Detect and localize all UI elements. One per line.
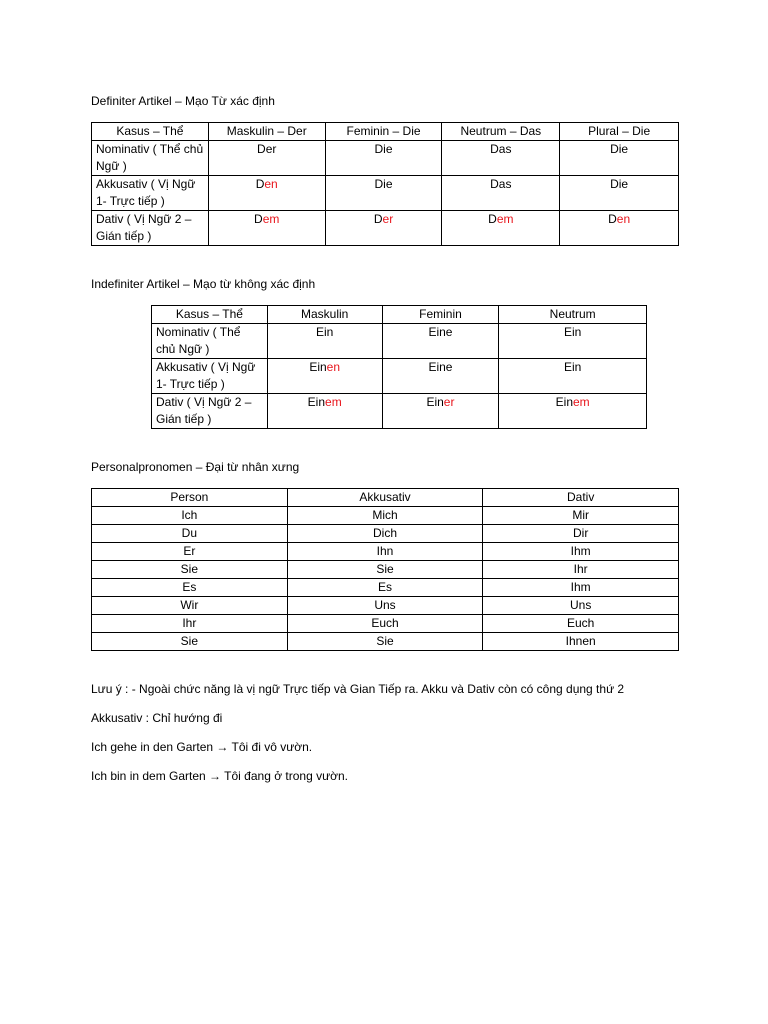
article-stem: Ein xyxy=(316,325,334,339)
table-header-row xyxy=(92,489,679,507)
table-row xyxy=(92,597,679,615)
table-header-row xyxy=(152,306,647,324)
article-stem: Ein xyxy=(563,360,582,374)
article-cell xyxy=(442,211,560,246)
article-cell xyxy=(499,394,647,429)
article-cell xyxy=(499,359,647,394)
article-cell xyxy=(442,176,560,211)
column-header: Maskulin xyxy=(267,306,382,324)
table-header-row xyxy=(92,123,679,141)
article-cell xyxy=(267,324,382,359)
article-cell xyxy=(560,211,679,246)
pronoun-cell: Sie xyxy=(92,561,288,579)
pronoun-cell: Sie xyxy=(92,633,288,651)
article-ending: em xyxy=(496,212,514,226)
table-row xyxy=(92,633,679,651)
personal-pronoun-heading: Personalpronomen – Đại từ nhân xưng xyxy=(91,460,300,474)
article-cell xyxy=(208,141,325,176)
pronoun-cell: Wir xyxy=(92,597,288,615)
column-header: Plural – Die xyxy=(560,123,679,141)
table-row xyxy=(152,324,647,359)
pronoun-cell: Ihm xyxy=(483,543,679,561)
column-header: Neutrum – Das xyxy=(442,123,560,141)
pronoun-cell: Ihr xyxy=(92,615,288,633)
case-cell: Dativ ( Vị Ngữ 2 – Gián tiếp ) xyxy=(152,394,268,429)
column-header: Maskulin – Der xyxy=(208,123,325,141)
table-row xyxy=(152,359,647,394)
indefinite-article-heading: Indefiniter Artikel – Mạo từ không xác định xyxy=(91,277,316,291)
table-row xyxy=(92,176,679,211)
table-row xyxy=(92,615,679,633)
pronoun-cell: Dir xyxy=(483,525,679,543)
pronoun-cell: Euch xyxy=(483,615,679,633)
article-stem: Ein xyxy=(309,360,327,374)
article-stem: Der xyxy=(257,142,277,156)
pronoun-cell: Mich xyxy=(287,507,483,525)
case-cell: Nominativ ( Thể chủ Ngữ ) xyxy=(92,141,209,176)
personal-pronoun-table xyxy=(91,488,679,651)
article-ending: em xyxy=(573,395,590,409)
article-stem: Ein xyxy=(563,325,582,339)
article-stem: Ein xyxy=(555,395,573,409)
pronoun-cell: Sie xyxy=(287,633,483,651)
article-ending: en xyxy=(264,177,278,191)
case-cell: Dativ ( Vị Ngữ 2 – Gián tiếp ) xyxy=(92,211,209,246)
pronoun-cell: Ich xyxy=(92,507,288,525)
article-ending: er xyxy=(382,212,394,226)
article-cell xyxy=(267,359,382,394)
pronoun-cell: Dich xyxy=(287,525,483,543)
article-ending: em xyxy=(262,212,280,226)
pronoun-cell: Uns xyxy=(483,597,679,615)
article-ending: em xyxy=(325,395,342,409)
article-stem: Die xyxy=(610,177,629,191)
article-ending: en xyxy=(326,360,341,374)
article-stem: D xyxy=(488,212,497,226)
pronoun-cell: Ihr xyxy=(483,561,679,579)
note-line: Ich bin in dem Garten → Tôi đang ở trong vườn. xyxy=(91,769,349,783)
article-cell xyxy=(560,176,679,211)
pronoun-cell: Ihm xyxy=(483,579,679,597)
article-stem: Eine xyxy=(428,325,453,339)
article-cell xyxy=(325,176,442,211)
column-header: Feminin – Die xyxy=(325,123,442,141)
article-cell xyxy=(499,324,647,359)
table-row xyxy=(92,525,679,543)
article-ending: er xyxy=(443,395,455,409)
article-stem: Das xyxy=(490,177,512,191)
column-header: Neutrum xyxy=(499,306,647,324)
article-cell xyxy=(560,141,679,176)
table-row xyxy=(92,141,679,176)
note-line: Ich gehe in den Garten → Tôi đi vô vườn. xyxy=(91,740,313,754)
pronoun-cell: Ihnen xyxy=(483,633,679,651)
article-stem: Das xyxy=(490,142,512,156)
article-stem: D xyxy=(608,212,617,226)
article-stem: Eine xyxy=(428,360,453,374)
column-header: Akkusativ xyxy=(287,489,483,507)
pronoun-cell: Uns xyxy=(287,597,483,615)
pronoun-cell: Euch xyxy=(287,615,483,633)
definite-article-heading: Definiter Artikel – Mạo Từ xác định xyxy=(91,94,275,108)
pronoun-cell: Mir xyxy=(483,507,679,525)
article-stem: Die xyxy=(610,142,629,156)
article-cell xyxy=(208,211,325,246)
pronoun-cell: Sie xyxy=(287,561,483,579)
column-header: Kasus – Thể xyxy=(152,306,268,324)
pronoun-cell: Er xyxy=(92,543,288,561)
pronoun-cell: Es xyxy=(287,579,483,597)
article-cell xyxy=(208,176,325,211)
note-line: Lưu ý : - Ngoài chức năng là vị ngữ Trực tiếp và Gian Tiếp ra. Akku và Dativ còn có công dụng thứ 2 xyxy=(91,682,625,696)
pronoun-cell: Es xyxy=(92,579,288,597)
table-row xyxy=(92,561,679,579)
article-stem: D xyxy=(373,212,383,226)
article-cell xyxy=(325,211,442,246)
note-line: Akkusativ : Chỉ hướng đi xyxy=(91,711,223,725)
article-cell xyxy=(382,359,499,394)
column-header: Dativ xyxy=(483,489,679,507)
case-cell: Akkusativ ( Vị Ngữ 1- Trực tiếp ) xyxy=(152,359,268,394)
case-cell: Nominativ ( Thể chủ Ngữ ) xyxy=(152,324,268,359)
table-row xyxy=(92,543,679,561)
article-stem: D xyxy=(255,177,265,191)
article-stem: Die xyxy=(374,142,393,156)
pronoun-cell: Du xyxy=(92,525,288,543)
article-stem: Ein xyxy=(426,395,444,409)
column-header: Feminin xyxy=(382,306,499,324)
table-row xyxy=(152,394,647,429)
definite-article-table xyxy=(91,122,679,246)
article-cell xyxy=(325,141,442,176)
article-cell xyxy=(442,141,560,176)
article-cell xyxy=(382,394,499,429)
case-cell: Akkusativ ( Vị Ngữ 1- Trực tiếp ) xyxy=(92,176,209,211)
table-row xyxy=(92,579,679,597)
article-ending: en xyxy=(616,212,631,226)
column-header: Kasus – Thể xyxy=(92,123,209,141)
indefinite-article-table xyxy=(151,305,647,429)
article-cell xyxy=(267,394,382,429)
article-stem: Die xyxy=(374,177,393,191)
column-header: Person xyxy=(92,489,288,507)
pronoun-cell: Ihn xyxy=(287,543,483,561)
table-row xyxy=(92,211,679,246)
article-cell xyxy=(382,324,499,359)
article-stem: Ein xyxy=(307,395,326,409)
article-stem: D xyxy=(254,212,263,226)
table-row xyxy=(92,507,679,525)
